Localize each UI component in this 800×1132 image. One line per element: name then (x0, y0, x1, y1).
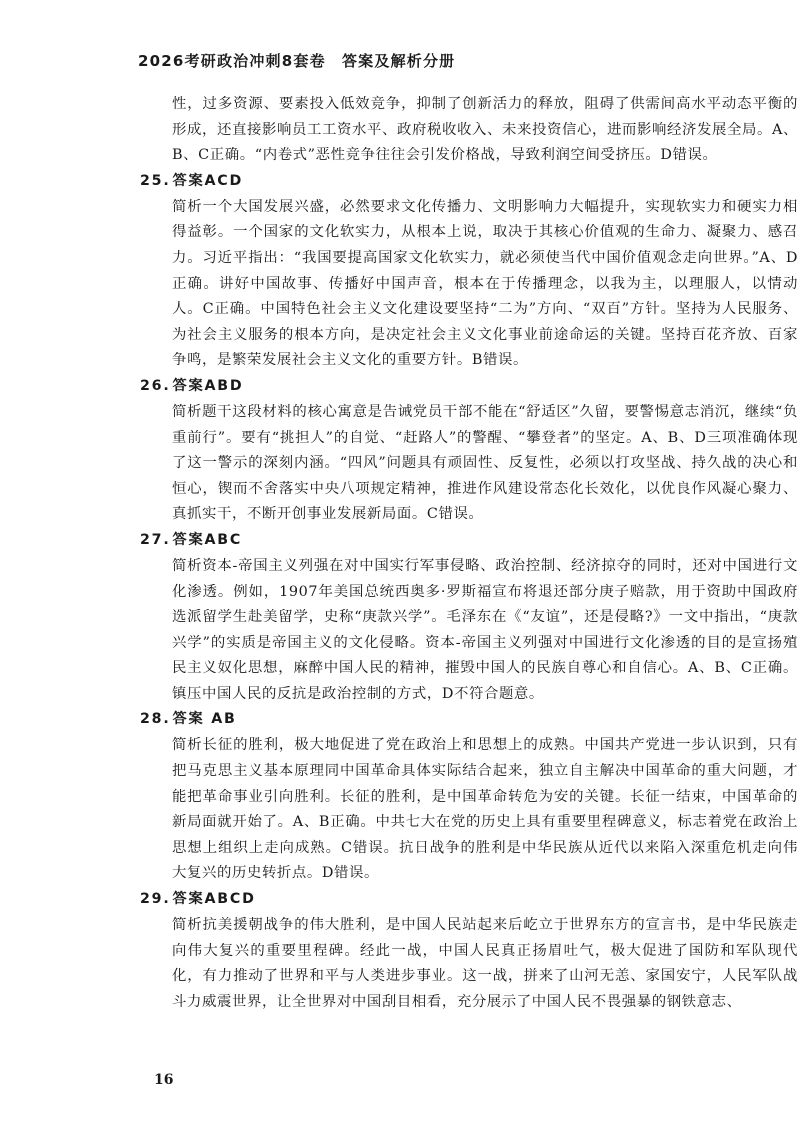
question-analysis: 简析抗美援朝战争的伟大胜利，是中国人民站起来后屹立于世界东方的宣言书，是中华民族走向伟大复兴的重要里程碑。经此一战，中国人民真正扬眉吐气，极大促进了国防和军队现代化，有力推动了世界和平与人类进步事业。这一战，拼来了山河无恙、家国安宁，人民军队战斗力威震世界，让全世界对中国刮目相看，充分展示了中国人民不畏强暴的钢铁意志、 (172, 917, 798, 1010)
question-block-25 (140, 170, 800, 374)
question-answer: 答案ABCD (172, 891, 256, 908)
question-analysis: 简析一个大国发展兴盛，必然要求文化传播力、文明影响力大幅提升，实现软实力和硬实力相得益彰。一个国家的文化软实力，从根本上说，取决于其核心价值观的生命力、凝聚力、感召力。习近平指出：“我国要提高国家文化软实力，就必须使当代中国价值观念走向世界。”A、D正确。讲好中国故事、传播好中国声音，根本在于传播理念，以我为主，以理服人，以情动人。C正确。中国特色社会主义文化建设要坚持“二为”方向、“双百”方针。坚持为人民服务、为社会主义服务的根本方向，是决定社会主义文化事业前途命运的关键。坚持百花齐放、百家争鸣，是繁荣发展社会主义文化的重要方针。B错误。 (172, 198, 798, 369)
question-block-26 (140, 375, 800, 528)
page-number: 16 (154, 1072, 174, 1088)
intro-paragraph: 性，过多资源、要素投入低效竞争，抑制了创新活力的释放，阻碍了供需间高水平动态平衡的形成，还直接影响员工工资水平、政府税收收入、未来投资信心，进而影响经济发展全局。A、B、C正确。“内卷式”恶性竞争往往会引发价格战，导致利润空间受挤压。D错误。 (172, 96, 798, 164)
answer-content (140, 92, 800, 1015)
question-block-28 (140, 708, 800, 887)
question-answer: 答案 AB (172, 711, 237, 728)
question-number: 25. (140, 172, 171, 189)
question-answer: 答案ABD (172, 377, 244, 394)
question-heading (140, 708, 800, 730)
question-number: 28. (140, 711, 171, 728)
page-header-title: 2026考研政治冲刺8套卷 答案及解析分册 (138, 52, 456, 70)
question-block-27 (140, 529, 800, 708)
question-number: 26. (140, 377, 171, 394)
question-heading (140, 888, 800, 910)
question-number: 29. (140, 891, 171, 908)
question-analysis: 简析资本-帝国主义列强在对中国实行军事侵略、政治控制、经济掠夺的同时，还对中国进行文化渗透。例如，1907年美国总统西奥多·罗斯福宣布将退还部分庚子赔款，用于资助中国政府选派留学生赴美留学，史称“庚款兴学”。毛泽东在《“友谊”，还是侵略?》一文中指出，“庚款兴学”的实质是帝国主义的文化侵略。资本-帝国主义列强对中国进行文化渗透的目的是宣扬殖民主义奴化思想，麻醉中国人民的精神，摧毁中国人的民族自尊心和自信心。A、B、C正确。镇压中国人民的反抗是政治控制的方式，D不符合题意。 (172, 557, 798, 702)
question-heading (140, 170, 800, 192)
question-answer: 答案ABC (172, 531, 243, 548)
question-block-29 (140, 888, 800, 1015)
question-heading (140, 375, 800, 397)
question-answer: 答案ACD (172, 172, 244, 189)
question-heading (140, 529, 800, 551)
question-analysis: 简析题干这段材料的核心寓意是告诫党员干部不能在“舒适区”久留，要警惕意志消沉，继续“负重前行”。要有“挑担人”的自觉、“赶路人”的警醒、“攀登者”的坚定。A、B、D三项准确体现了这一警示的深刻内涵。“四风”问题具有顽固性、反复性，必须以打攻坚战、持久战的决心和恒心，锲而不舍落实中央八项规定精神，推进作风建设常态化长效化，以优良作风凝心聚力、真抓实干，不断开创事业发展新局面。C错误。 (172, 403, 798, 523)
question-number: 27. (140, 531, 171, 548)
question-analysis: 简析长征的胜利，极大地促进了党在政治上和思想上的成熟。中国共产党进一步认识到，只有把马克思主义基本原理同中国革命具体实际结合起来，独立自主解决中国革命的重大问题，才能把革命事业引向胜利。长征的胜利，是中国革命转危为安的关键。长征一结束，中国革命的新局面就开始了。A、B正确。中共七大在党的历史上具有重要里程碑意义，标志着党在政治上思想上组织上走向成熟。C错误。抗日战争的胜利是中华民族从近代以来陷入深重危机走向伟大复兴的历史转折点。D错误。 (172, 737, 798, 882)
